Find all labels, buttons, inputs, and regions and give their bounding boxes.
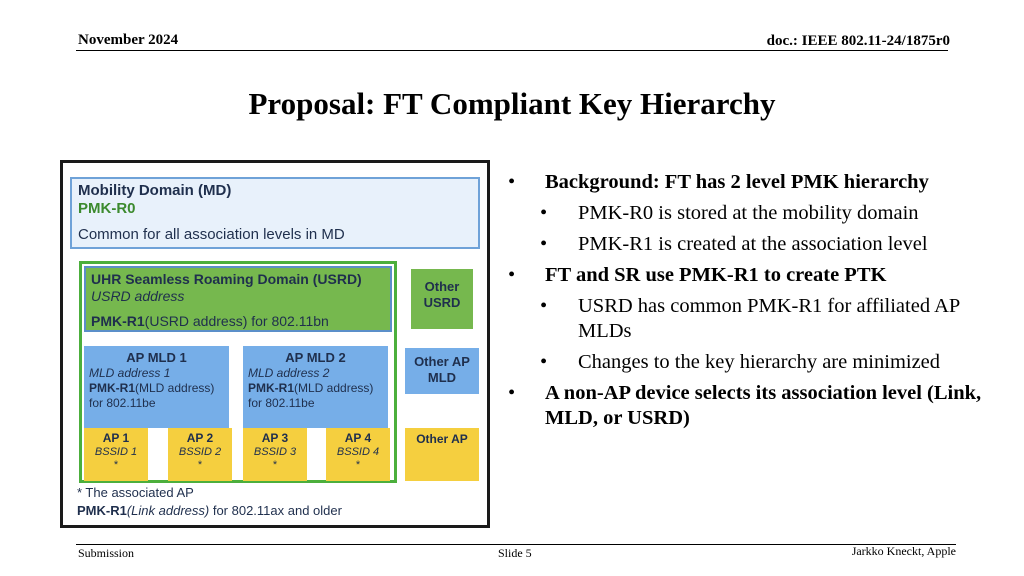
md-title: Mobility Domain (MD): [78, 182, 232, 199]
usrd-pmk: [91, 313, 385, 329]
list-item: • Changes to the key hierarchy are minimized: [540, 351, 941, 373]
md-common: Common for all association levels in MD: [78, 226, 345, 243]
mld-std: for 802.11be: [248, 396, 315, 410]
other-usrd-box: Other USRD: [411, 269, 473, 329]
associated-ap-note: * The associated AP: [77, 485, 194, 500]
footer-author: Jarkko Kneckt, Apple: [851, 544, 956, 558]
mld-pmk: PMK-R1(MLD address): [248, 381, 374, 395]
ap-2-box: AP 2 BSSID 2 *: [168, 428, 232, 481]
list-item: • FT and SR use PMK-R1 to create PTK: [508, 264, 887, 286]
key-hierarchy-diagram: [60, 160, 490, 528]
usrd-pmk-label: PMK-R1: [91, 313, 145, 329]
mld-title: AP MLD 1: [126, 350, 187, 365]
footer-submission: Submission: [78, 546, 135, 560]
ap-4-box: AP 4 BSSID 4 *: [326, 428, 390, 481]
usrd-box: [84, 266, 392, 332]
ap-mld-2-box: [243, 346, 388, 428]
ap-3-box: AP 3 BSSID 3 *: [243, 428, 307, 481]
slide-title: Proposal: FT Compliant Key Hierarchy: [248, 86, 776, 121]
list-item: • PMK-R1 is created at the association level: [540, 233, 928, 255]
ap-mld-1-box: [84, 346, 229, 428]
list-item: • A non-AP device selects its association level (Link, MLD, or USRD): [508, 382, 982, 429]
link-pmk-note: PMK-R1(Link address) for 802.11ax and older: [77, 503, 342, 518]
mld-std: for 802.11be: [89, 396, 156, 410]
footer-rule: [76, 544, 956, 545]
ap-1-box: AP 1 BSSID 1 *: [84, 428, 148, 481]
md-pmk: PMK-R0: [78, 200, 136, 217]
header-rule: [76, 50, 948, 51]
list-item: • PMK-R0 is stored at the mobility domain: [540, 202, 919, 224]
list-item: • USRD has common PMK-R1 for affiliated AP MLDs: [540, 295, 960, 342]
usrd-title: UHR Seamless Roaming Domain (USRD): [91, 271, 362, 287]
other-ap-box: Other AP: [405, 428, 479, 481]
bullet-list: [500, 170, 1000, 437]
usrd-address: USRD address: [91, 288, 185, 304]
header-doc-id: doc.: IEEE 802.11-24/1875r0: [766, 33, 950, 49]
mld-address: MLD address 2: [248, 366, 330, 380]
other-ap-mld-box: Other AP MLD: [405, 348, 479, 394]
list-item: • Background: FT has 2 level PMK hierarchy: [508, 171, 929, 193]
footer-slide-number: Slide 5: [498, 546, 532, 560]
usrd-pmk-desc: (USRD address) for 802.11bn: [144, 313, 329, 329]
mld-address: MLD address 1: [89, 366, 171, 380]
mobility-domain-box: [70, 177, 480, 249]
mld-title: AP MLD 2: [285, 350, 346, 365]
header-date: November 2024: [78, 32, 179, 48]
mld-pmk: PMK-R1(MLD address): [89, 381, 215, 395]
